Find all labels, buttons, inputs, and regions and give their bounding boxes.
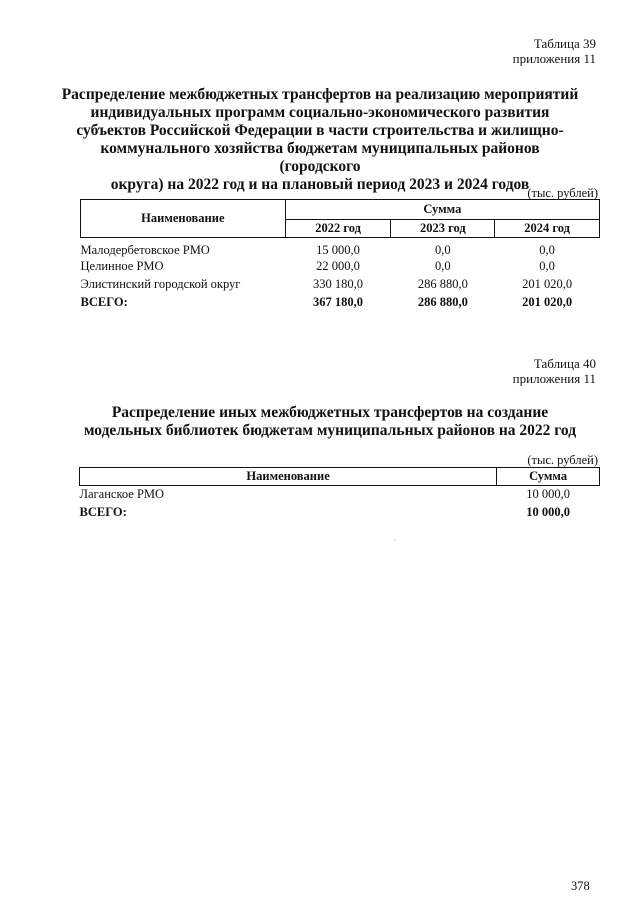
row-value: 22 000,0 xyxy=(316,259,360,273)
row-value: 330 180,0 xyxy=(313,277,364,291)
table40-title xyxy=(60,404,600,440)
table-row xyxy=(81,238,600,258)
total-label: ВСЕГО: xyxy=(80,295,128,309)
page-number: 378 xyxy=(571,879,590,893)
table39-title-line: коммунального хозяйства бюджетам муниципальных районов (городского xyxy=(100,140,540,175)
table39-title-line: индивидуальных программ социально-экономического развития xyxy=(90,104,550,121)
table39-title xyxy=(60,86,580,194)
table40-unit: (тыс. рублей) xyxy=(527,453,598,467)
row-value: 15 000,0 xyxy=(316,242,360,257)
total-value: 201 020,0 xyxy=(522,295,573,309)
table-row xyxy=(80,486,600,504)
table-total-row xyxy=(80,504,600,522)
total-value: 367 180,0 xyxy=(313,295,364,309)
table-row xyxy=(81,276,600,294)
row-value: 286 880,0 xyxy=(417,277,468,291)
table39 xyxy=(80,199,600,312)
table-total-row xyxy=(81,294,600,312)
table-row xyxy=(81,258,600,276)
table40-ref-line2: приложения 11 xyxy=(512,371,596,386)
table40-header-name: Наименование xyxy=(80,468,497,486)
table39-title-line: округа) на 2022 год и на плановый период 2023 и 2024 годов xyxy=(110,176,530,193)
table40-header-sum: Сумма xyxy=(497,468,600,486)
table39-reference xyxy=(513,36,596,66)
table40-ref-line1: Таблица 40 xyxy=(533,356,596,371)
row-value: 0,0 xyxy=(435,259,451,273)
row-name: Целинное РМО xyxy=(80,259,164,273)
row-name: Малодербетовское РМО xyxy=(80,242,210,257)
total-label: ВСЕГО: xyxy=(79,505,127,519)
total-value: 286 880,0 xyxy=(417,295,468,309)
table39-title-line: субъектов Российской Федерации в части строительства и жилищно- xyxy=(76,122,564,139)
table39-title-line: Распределение межбюджетных трансфертов на реализацию мероприятий xyxy=(61,86,579,103)
table39-unit: (тыс. рублей) xyxy=(527,186,598,200)
row-value: 0,0 xyxy=(435,242,451,257)
table39-header-year: 2023 год xyxy=(391,220,495,238)
table39-header-name: Наименование xyxy=(81,200,286,238)
row-name: Элистинский городской округ xyxy=(80,277,241,291)
scan-speck xyxy=(394,540,395,541)
row-value: 201 020,0 xyxy=(522,277,573,291)
table39-ref-line1: Таблица 39 xyxy=(533,36,596,51)
row-value: 0,0 xyxy=(539,242,555,257)
table39-ref-line2: приложения 11 xyxy=(512,51,596,66)
table39-header-sum: Сумма xyxy=(285,200,599,220)
table40-reference xyxy=(513,356,596,386)
table40-title-line: Распределение иных межбюджетных трансфертов на создание xyxy=(111,404,549,421)
row-name: Лаганское РМО xyxy=(79,487,165,502)
table39-header-year: 2024 год xyxy=(495,220,600,238)
row-value: 0,0 xyxy=(539,259,555,273)
row-value: 10 000,0 xyxy=(526,487,570,502)
table40 xyxy=(79,467,600,522)
total-value: 10 000,0 xyxy=(526,505,570,519)
table40-title-line: модельных библиотек бюджетам муниципальных районов на 2022 год xyxy=(83,422,577,439)
table39-header-year: 2022 год xyxy=(285,220,391,238)
